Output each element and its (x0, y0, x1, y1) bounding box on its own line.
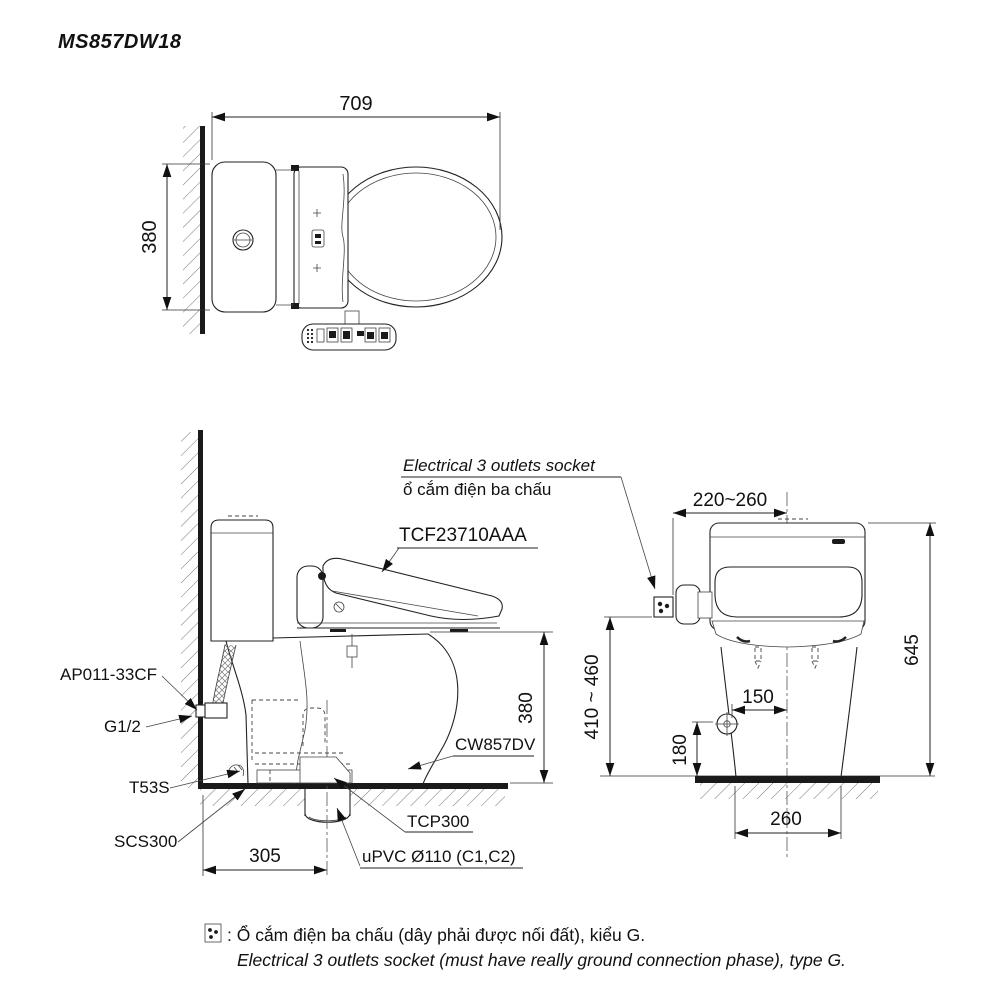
dim-overall-width: 380 (139, 220, 161, 254)
label-scs300: SCS300 (114, 832, 178, 851)
footnote (205, 924, 846, 970)
wall-line (198, 430, 203, 788)
drawing-title: MS857DW18 (58, 31, 182, 53)
dim-inlet-offset: 150 (742, 687, 774, 708)
tank-side (211, 520, 273, 641)
floor-line (198, 783, 508, 789)
toilet-lid-top (330, 167, 502, 307)
brand-logo-mark (832, 539, 845, 544)
mounting-bolts (755, 647, 818, 668)
water-inlet (715, 712, 739, 736)
dim-total-height: 645 (902, 634, 923, 666)
front-view (582, 490, 936, 858)
hinge-pin (318, 572, 326, 580)
label-stop-valve: AP011-33CF (60, 665, 158, 684)
leader-washlet (382, 548, 399, 572)
dim-socket-height: 410 ~ 460 (582, 654, 603, 740)
dim-overall-length: 709 (339, 93, 373, 115)
leader-socket (621, 477, 655, 589)
label-t53s: T53S (129, 778, 170, 797)
hose-connection-box (676, 585, 700, 624)
wall-line (200, 126, 205, 334)
dim-drain-offset: 305 (249, 846, 281, 867)
label-socket-en: Electrical 3 outlets socket (403, 456, 595, 475)
label-bowl-model: CW857DV (455, 735, 536, 754)
top-view (139, 93, 502, 350)
label-thread: G1/2 (104, 717, 141, 736)
supply-hose (217, 645, 230, 708)
wall-hatching (183, 126, 200, 334)
dim-seat-height: 380 (516, 692, 537, 724)
washlet-front (715, 567, 862, 617)
power-socket-icon (205, 924, 221, 942)
dim-base-width: 260 (770, 809, 802, 830)
note-line-en: Electrical 3 outlets socket (must have really ground connection phase), type G. (237, 950, 846, 970)
note-line-vi: : Ổ cắm điện ba chấu (dây phải được nối đất), kiểu G. (227, 925, 646, 945)
leader-bowl (408, 756, 453, 769)
label-adapter: TCP300 (407, 812, 470, 831)
dim-inlet-height: 180 (670, 734, 691, 766)
bowl-front-profile (423, 634, 458, 784)
floor-line (695, 776, 880, 783)
floor-hatching (700, 783, 878, 799)
drain-pipe (305, 789, 350, 817)
wall-hatching (181, 432, 198, 788)
tank-top (212, 162, 276, 312)
side-view (60, 430, 655, 877)
label-drain-pipe: uPVC Ø110 (C1,C2) (362, 847, 516, 866)
label-washlet-model: TCF23710AAA (399, 525, 527, 546)
floor-hatching (200, 789, 505, 806)
label-socket-vi: ổ cắm điện ba chấu (403, 480, 552, 499)
power-socket-icon (654, 597, 673, 617)
dim-socket-offset: 220~260 (692, 490, 768, 511)
washlet-lid-raised (323, 558, 502, 619)
hinge-mark (291, 303, 299, 309)
